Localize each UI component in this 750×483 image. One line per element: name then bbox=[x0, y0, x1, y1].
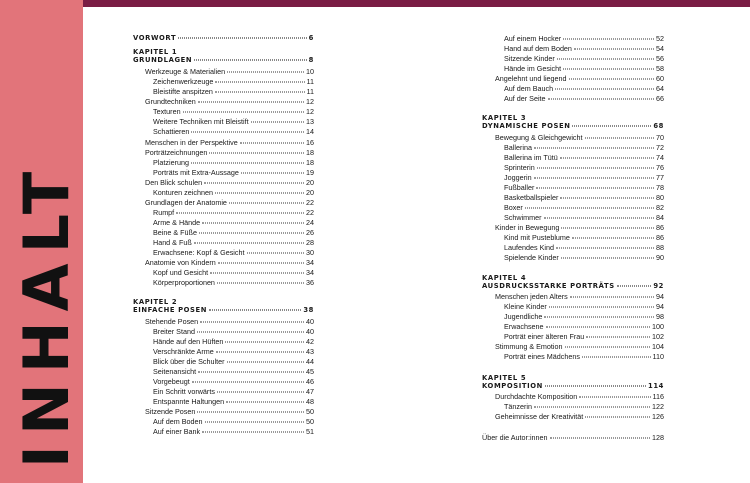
toc-leader-dots bbox=[194, 60, 306, 61]
toc-entry-title: Entspannte Haltungen bbox=[153, 397, 225, 406]
toc-page-number: 58 bbox=[656, 64, 664, 73]
toc-page-number: 74 bbox=[656, 153, 664, 162]
toc-page-number: 102 bbox=[652, 332, 664, 341]
toc-entry[interactable] bbox=[153, 107, 314, 116]
toc-entry[interactable] bbox=[153, 208, 314, 217]
toc-page-number: 68 bbox=[653, 122, 664, 130]
toc-leader-dots bbox=[561, 258, 654, 259]
toc-entry-title: VORWORT bbox=[133, 34, 177, 42]
toc-leader-dots bbox=[198, 372, 304, 373]
toc-page-number: 114 bbox=[648, 382, 664, 390]
toc-entry[interactable] bbox=[504, 213, 664, 222]
toc-leader-dots bbox=[545, 386, 646, 387]
toc-page-number: 47 bbox=[306, 387, 314, 396]
toc-entry-title: Seitenansicht bbox=[153, 367, 197, 376]
toc-page-number: 64 bbox=[656, 84, 664, 93]
toc-leader-dots bbox=[247, 253, 305, 254]
toc-page-number: 90 bbox=[656, 253, 664, 262]
toc-entry-title: Kopf und Gesicht bbox=[153, 268, 209, 277]
toc-page-number: 45 bbox=[306, 367, 314, 376]
toc-entry[interactable] bbox=[153, 117, 314, 126]
toc-entry[interactable] bbox=[504, 233, 664, 242]
toc-entry-title: Grundtechniken bbox=[145, 97, 196, 106]
toc-page-number: 34 bbox=[306, 258, 314, 267]
toc-page-number: 86 bbox=[656, 233, 664, 242]
toc-page-number: 18 bbox=[306, 158, 314, 167]
toc-page-number: 8 bbox=[308, 56, 314, 64]
toc-page-number: 94 bbox=[656, 302, 664, 311]
toc-page-number: 70 bbox=[656, 133, 664, 142]
toc-entry[interactable] bbox=[495, 292, 664, 301]
toc-entry[interactable] bbox=[153, 397, 314, 406]
toc-entry[interactable] bbox=[504, 322, 664, 331]
toc-page-number: 16 bbox=[306, 138, 314, 147]
toc-leader-dots bbox=[199, 233, 304, 234]
toc-entry[interactable] bbox=[145, 148, 314, 157]
toc-entry[interactable] bbox=[153, 367, 314, 376]
toc-leader-dots bbox=[572, 238, 654, 239]
toc-entry[interactable] bbox=[495, 74, 664, 83]
toc-leader-dots bbox=[178, 38, 306, 39]
toc-page-number: 66 bbox=[656, 94, 664, 103]
toc-page-number: 126 bbox=[652, 412, 664, 421]
toc-leader-dots bbox=[565, 347, 650, 348]
chapter-label: KAPITEL 2 bbox=[133, 298, 178, 306]
toc-entry-title: Ballerina im Tütü bbox=[504, 153, 558, 162]
toc-entry[interactable] bbox=[145, 407, 314, 416]
toc-leader-dots bbox=[204, 183, 304, 184]
toc-entry[interactable] bbox=[153, 168, 314, 177]
toc-chapter-entry[interactable] bbox=[133, 306, 314, 315]
toc-page-number: 30 bbox=[306, 248, 314, 257]
toc-leader-dots bbox=[229, 203, 304, 204]
toc-page-number: 43 bbox=[306, 347, 314, 356]
toc-leader-dots bbox=[217, 392, 304, 393]
toc-leader-dots bbox=[585, 138, 655, 139]
toc-leader-dots bbox=[544, 317, 654, 318]
toc-entry[interactable] bbox=[495, 342, 664, 351]
toc-entry[interactable] bbox=[504, 193, 664, 202]
toc-leader-dots bbox=[198, 102, 304, 103]
toc-entry[interactable] bbox=[504, 352, 664, 361]
toc-page-number: 56 bbox=[656, 54, 664, 63]
toc-leader-dots bbox=[534, 407, 650, 408]
toc-entry[interactable] bbox=[153, 357, 314, 366]
toc-leader-dots bbox=[555, 89, 654, 90]
toc-page-number: 76 bbox=[656, 163, 664, 172]
toc-entry[interactable] bbox=[504, 64, 664, 73]
toc-entry-title: Jugendliche bbox=[504, 312, 543, 321]
toc-leader-dots bbox=[550, 438, 650, 439]
toc-page-number: 60 bbox=[656, 74, 664, 83]
toc-entry-title: Hände im Gesicht bbox=[504, 64, 562, 73]
toc-leader-dots bbox=[570, 297, 654, 298]
toc-page-number: 10 bbox=[306, 67, 314, 76]
toc-entry-title: Erwachsene: Kopf & Gesicht bbox=[153, 248, 245, 257]
toc-entry-title: Schwimmer bbox=[504, 213, 542, 222]
toc-page-number: 22 bbox=[306, 198, 314, 207]
toc-entry-title: Sitzende Posen bbox=[145, 407, 196, 416]
toc-entry[interactable] bbox=[504, 302, 664, 311]
toc-leader-dots bbox=[563, 39, 654, 40]
toc-entry[interactable] bbox=[153, 218, 314, 227]
toc-page-number: 42 bbox=[306, 337, 314, 346]
toc-entry-title: Hand auf dem Boden bbox=[504, 44, 572, 53]
toc-entry-title: Körperproportionen bbox=[153, 278, 215, 287]
toc-entry-title: Tänzerin bbox=[504, 402, 532, 411]
toc-entry[interactable] bbox=[153, 337, 314, 346]
toc-entry-title: Menschen jeden Alters bbox=[495, 292, 568, 301]
toc-entry-title: Den Blick schulen bbox=[145, 178, 203, 187]
toc-leader-dots bbox=[556, 248, 654, 249]
toc-entry[interactable] bbox=[153, 417, 314, 426]
toc-entry-title: Durchdachte Komposition bbox=[495, 392, 578, 401]
toc-page-number: 6 bbox=[308, 34, 314, 42]
toc-page-number: 40 bbox=[306, 317, 314, 326]
toc-entry-title: Porträt einer älteren Frau bbox=[504, 332, 585, 341]
toc-leader-dots bbox=[209, 153, 304, 154]
toc-leader-dots bbox=[215, 92, 305, 93]
toc-leader-dots bbox=[561, 228, 654, 229]
toc-entry-title: Vorgebeugt bbox=[153, 377, 190, 386]
toc-entry-title: Auf dem Bauch bbox=[504, 84, 554, 93]
toc-entry[interactable] bbox=[153, 127, 314, 136]
toc-leader-dots bbox=[534, 148, 654, 149]
toc-entry-title: GRUNDLAGEN bbox=[133, 56, 193, 64]
toc-entry[interactable] bbox=[504, 203, 664, 212]
toc-entry[interactable] bbox=[504, 402, 664, 411]
toc-leader-dots bbox=[582, 357, 651, 358]
toc-entry[interactable] bbox=[504, 332, 664, 341]
toc-entry-title: Grundlagen der Anatomie bbox=[145, 198, 227, 207]
toc-page-number: 72 bbox=[656, 143, 664, 152]
toc-leader-dots bbox=[194, 243, 304, 244]
toc-leader-dots bbox=[217, 283, 304, 284]
toc-entry[interactable] bbox=[153, 327, 314, 336]
toc-entry-title: Zeichenwerkzeuge bbox=[153, 77, 214, 86]
toc-entry-title: Verschränkte Arme bbox=[153, 347, 214, 356]
toc-page-number: 22 bbox=[306, 208, 314, 217]
toc-entry-title: DYNAMISCHE POSEN bbox=[482, 122, 571, 130]
toc-entry[interactable] bbox=[145, 198, 314, 207]
toc-page-number: 26 bbox=[306, 228, 314, 237]
toc-leader-dots bbox=[210, 273, 304, 274]
toc-entry[interactable] bbox=[495, 392, 664, 401]
toc-chapter-entry[interactable] bbox=[482, 382, 664, 391]
toc-entry[interactable] bbox=[145, 97, 314, 106]
toc-entry[interactable] bbox=[495, 412, 664, 421]
toc-entry[interactable] bbox=[153, 377, 314, 386]
toc-page-number: 50 bbox=[306, 407, 314, 416]
toc-entry-title: Stimmung & Emotion bbox=[495, 342, 563, 351]
toc-leader-dots bbox=[183, 112, 304, 113]
toc-page-number: 28 bbox=[306, 238, 314, 247]
toc-entry-title: Porträtzeichnungen bbox=[145, 148, 208, 157]
chapter-label: KAPITEL 3 bbox=[482, 114, 527, 122]
toc-leader-dots bbox=[218, 263, 304, 264]
toc-entry[interactable] bbox=[504, 34, 664, 43]
toc-entry[interactable] bbox=[153, 268, 314, 277]
toc-page-number: 38 bbox=[303, 306, 314, 314]
toc-page-number: 20 bbox=[306, 178, 314, 187]
toc-entry[interactable] bbox=[153, 278, 314, 287]
toc-page-number: 98 bbox=[656, 312, 664, 321]
sidebar-band bbox=[0, 0, 83, 483]
toc-leader-dots bbox=[209, 310, 301, 311]
toc-leader-dots bbox=[227, 72, 304, 73]
toc-entry-title: Anatomie von Kindern bbox=[145, 258, 216, 267]
toc-leader-dots bbox=[560, 198, 654, 199]
toc-leader-dots bbox=[251, 122, 304, 123]
toc-leader-dots bbox=[191, 163, 304, 164]
toc-entry[interactable] bbox=[504, 183, 664, 192]
toc-leader-dots bbox=[191, 132, 304, 133]
toc-entry[interactable] bbox=[153, 238, 314, 247]
toc-page-number: 24 bbox=[306, 218, 314, 227]
toc-entry-title: KOMPOSITION bbox=[482, 382, 543, 390]
toc-leader-dots bbox=[560, 158, 654, 159]
toc-entry[interactable] bbox=[153, 188, 314, 197]
toc-entry-title: Angelehnt und liegend bbox=[495, 74, 567, 83]
toc-entry[interactable] bbox=[504, 143, 664, 152]
toc-entry-title: Über die Autor:innen bbox=[482, 433, 548, 442]
toc-page-number: 18 bbox=[306, 148, 314, 157]
toc-page-number: 80 bbox=[656, 193, 664, 202]
toc-page-number: 34 bbox=[306, 268, 314, 277]
toc-page-number: 54 bbox=[656, 44, 664, 53]
chapter-label: KAPITEL 4 bbox=[482, 274, 527, 282]
toc-entry[interactable] bbox=[153, 248, 314, 257]
toc-entry-title: Hände auf den Hüften bbox=[153, 337, 224, 346]
toc-entry[interactable] bbox=[153, 228, 314, 237]
page-title: INHALT bbox=[10, 161, 83, 469]
toc-entry-title: AUSDRUCKSSTARKE PORTRÄTS bbox=[482, 282, 615, 290]
toc-page-number: 88 bbox=[656, 243, 664, 252]
toc-page-number: 36 bbox=[306, 278, 314, 287]
toc-entry-title: Kleine Kinder bbox=[504, 302, 547, 311]
toc-entry-title: Auf der Seite bbox=[504, 94, 546, 103]
toc-leader-dots bbox=[241, 173, 304, 174]
toc-page-number: 116 bbox=[652, 392, 664, 401]
toc-entry-title: Blick über die Schulter bbox=[153, 357, 225, 366]
toc-leader-dots bbox=[227, 362, 304, 363]
toc-entry-title: Bewegung & Gleichgewicht bbox=[495, 133, 583, 142]
chapter-label: KAPITEL 1 bbox=[133, 48, 178, 56]
toc-page-number: 19 bbox=[306, 168, 314, 177]
toc-entry-title: Werkzeuge & Materialien bbox=[145, 67, 226, 76]
toc-entry-title: Laufendes Kind bbox=[504, 243, 554, 252]
toc-leader-dots bbox=[563, 69, 654, 70]
toc-page-number: 104 bbox=[652, 342, 664, 351]
toc-leader-dots bbox=[546, 327, 650, 328]
toc-entry-title: Kind mit Pusteblume bbox=[504, 233, 570, 242]
toc-entry-title: Beine & Füße bbox=[153, 228, 197, 237]
toc-leader-dots bbox=[197, 332, 304, 333]
toc-leader-dots bbox=[585, 417, 650, 418]
toc-entry-title: Weitere Techniken mit Bleistift bbox=[153, 117, 249, 126]
toc-page-number: 46 bbox=[306, 377, 314, 386]
toc-entry[interactable] bbox=[153, 87, 314, 96]
toc-leader-dots bbox=[536, 188, 654, 189]
toc-entry-title: Konturen zeichnen bbox=[153, 188, 213, 197]
toc-entry[interactable] bbox=[153, 427, 314, 436]
toc-page-number: 77 bbox=[656, 173, 664, 182]
toc-entry-title: Spielende Kinder bbox=[504, 253, 559, 262]
toc-entry[interactable] bbox=[145, 317, 314, 326]
toc-page-number: 84 bbox=[656, 213, 664, 222]
toc-chapter-entry[interactable] bbox=[482, 122, 664, 131]
toc-entry[interactable] bbox=[504, 153, 664, 162]
toc-entry-title: Menschen in der Perspektive bbox=[145, 138, 238, 147]
toc-entry[interactable] bbox=[504, 94, 664, 103]
toc-entry-title: Porträts mit Extra-Aussage bbox=[153, 168, 239, 177]
toc-page-number: 52 bbox=[656, 34, 664, 43]
toc-leader-dots bbox=[572, 126, 651, 127]
toc-entry-title: Joggerin bbox=[504, 173, 532, 182]
toc-entry-title: Geheimnisse der Kreativität bbox=[495, 412, 584, 421]
toc-entry-title: Stehende Posen bbox=[145, 317, 199, 326]
toc-entry[interactable] bbox=[145, 67, 314, 76]
toc-leader-dots bbox=[225, 342, 304, 343]
toc-leader-dots bbox=[534, 178, 654, 179]
toc-entry[interactable] bbox=[504, 173, 664, 182]
toc-entry-title: EINFACHE POSEN bbox=[133, 306, 208, 314]
toc-page-number: 110 bbox=[652, 352, 664, 361]
toc-leader-dots bbox=[525, 208, 654, 209]
toc-leader-dots bbox=[215, 193, 304, 194]
toc-page-number: 12 bbox=[306, 107, 314, 116]
toc-entry-title: Fußballer bbox=[504, 183, 535, 192]
toc-entry-title: Boxer bbox=[504, 203, 523, 212]
toc-page-number: 13 bbox=[306, 117, 314, 126]
toc-entry-title: Arme & Hände bbox=[153, 218, 201, 227]
toc-entry-title: Porträt eines Mädchens bbox=[504, 352, 580, 361]
toc-leader-dots bbox=[537, 168, 654, 169]
toc-page-number: 51 bbox=[306, 427, 314, 436]
toc-entry[interactable] bbox=[145, 178, 314, 187]
toc-page-number: 128 bbox=[652, 433, 664, 442]
toc-leader-dots bbox=[176, 213, 304, 214]
toc-entry-title: Auf einem Hocker bbox=[504, 34, 562, 43]
vertical-title-wrap bbox=[10, 161, 83, 469]
toc-page-number: 44 bbox=[306, 357, 314, 366]
toc-leader-dots bbox=[215, 82, 304, 83]
toc-entry[interactable] bbox=[153, 387, 314, 396]
toc-leader-dots bbox=[216, 352, 304, 353]
toc-page-number: 92 bbox=[653, 282, 664, 290]
toc-entry-title: Rumpf bbox=[153, 208, 175, 217]
toc-page-number: 14 bbox=[306, 127, 314, 136]
toc-page-number: 78 bbox=[656, 183, 664, 192]
toc-entry[interactable] bbox=[504, 84, 664, 93]
toc-entry[interactable] bbox=[504, 243, 664, 252]
toc-leader-dots bbox=[617, 286, 652, 287]
toc-entry-title: Sitzende Kinder bbox=[504, 54, 555, 63]
toc-entry-title: Sprinterin bbox=[504, 163, 535, 172]
toc-chapter-entry[interactable] bbox=[482, 282, 664, 291]
toc-leader-dots bbox=[205, 422, 304, 423]
toc-page-number: 86 bbox=[656, 223, 664, 232]
toc-leader-dots bbox=[579, 397, 650, 398]
toc-entry[interactable] bbox=[153, 158, 314, 167]
toc-page-number: 12 bbox=[306, 97, 314, 106]
toc-entry[interactable] bbox=[153, 347, 314, 356]
toc-chapter-entry[interactable] bbox=[133, 34, 314, 43]
top-accent-bar bbox=[83, 0, 750, 7]
toc-leader-dots bbox=[569, 79, 654, 80]
toc-leader-dots bbox=[544, 218, 654, 219]
toc-entry-title: Ballerina bbox=[504, 143, 532, 152]
toc-leader-dots bbox=[240, 143, 304, 144]
toc-entry-title: Breiter Stand bbox=[153, 327, 195, 336]
toc-page-number: 20 bbox=[306, 188, 314, 197]
toc-leader-dots bbox=[586, 337, 650, 338]
toc-entry-title: Schattieren bbox=[153, 127, 190, 136]
toc-page-number: 11 bbox=[306, 87, 314, 96]
toc-page-number: 82 bbox=[656, 203, 664, 212]
toc-entry[interactable] bbox=[482, 433, 664, 442]
toc-entry-title: Basketballspieler bbox=[504, 193, 559, 202]
toc-entry-title: Bleistifte anspitzen bbox=[153, 87, 213, 96]
toc-entry-title: Texturen bbox=[153, 107, 181, 116]
toc-entry[interactable] bbox=[504, 54, 664, 63]
toc-leader-dots bbox=[202, 223, 304, 224]
toc-leader-dots bbox=[226, 402, 304, 403]
toc-entry-title: Erwachsene bbox=[504, 322, 544, 331]
toc-entry[interactable] bbox=[504, 253, 664, 262]
toc-entry[interactable] bbox=[495, 133, 664, 142]
toc-entry[interactable] bbox=[495, 223, 664, 232]
toc-page-number: 50 bbox=[306, 417, 314, 426]
toc-page-number: 48 bbox=[306, 397, 314, 406]
toc-page-number: 40 bbox=[306, 327, 314, 336]
toc-entry-title: Auf einer Bank bbox=[153, 427, 201, 436]
toc-entry-title: Ein Schritt vorwärts bbox=[153, 387, 215, 396]
chapter-label: KAPITEL 5 bbox=[482, 374, 527, 382]
toc-entry[interactable] bbox=[153, 77, 314, 86]
toc-leader-dots bbox=[200, 322, 304, 323]
toc-leader-dots bbox=[197, 412, 304, 413]
toc-page-number: 94 bbox=[656, 292, 664, 301]
toc-entry[interactable] bbox=[504, 44, 664, 53]
toc-entry[interactable] bbox=[504, 312, 664, 321]
toc-leader-dots bbox=[192, 382, 304, 383]
toc-page-number: 122 bbox=[652, 402, 664, 411]
toc-chapter-entry[interactable] bbox=[133, 56, 314, 65]
toc-page-number: 11 bbox=[306, 77, 314, 86]
toc-entry[interactable] bbox=[145, 138, 314, 147]
toc-entry[interactable] bbox=[145, 258, 314, 267]
toc-page-number: 100 bbox=[652, 322, 664, 331]
toc-leader-dots bbox=[574, 49, 654, 50]
toc-entry[interactable] bbox=[504, 163, 664, 172]
toc-entry-title: Auf dem Boden bbox=[153, 417, 203, 426]
toc-entry-title: Platzierung bbox=[153, 158, 189, 167]
toc-leader-dots bbox=[549, 307, 654, 308]
toc-entry-title: Hand & Fuß bbox=[153, 238, 192, 247]
toc-leader-dots bbox=[202, 432, 304, 433]
toc-entry-title: Kinder in Bewegung bbox=[495, 223, 560, 232]
toc-leader-dots bbox=[557, 59, 654, 60]
toc-leader-dots bbox=[548, 99, 654, 100]
